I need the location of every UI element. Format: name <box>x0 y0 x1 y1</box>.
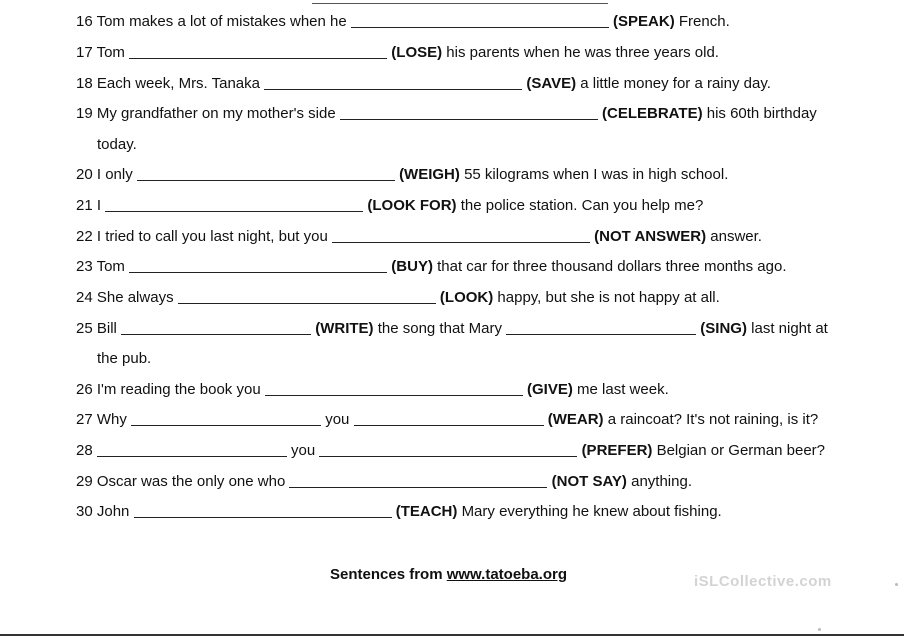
exercise-number: 23 <box>76 258 93 275</box>
answer-blank[interactable] <box>332 228 590 243</box>
exercise-text: last night at <box>751 320 828 337</box>
exercise-25 <box>76 320 828 338</box>
answer-blank[interactable] <box>351 13 609 28</box>
exercise-17 <box>76 44 719 62</box>
exercise-text: you <box>325 411 350 428</box>
exercise-number: 21 <box>76 197 93 214</box>
exercise-number: 16 <box>76 13 93 30</box>
answer-blank[interactable] <box>131 411 321 426</box>
answer-blank[interactable] <box>97 442 287 457</box>
exercise-text: me last week. <box>577 381 669 398</box>
exercise-21 <box>76 197 703 215</box>
exercise-text: Why <box>96 411 127 428</box>
answer-blank-2[interactable] <box>354 411 544 426</box>
exercise-text: French. <box>678 13 730 30</box>
exercise-number: 20 <box>76 166 93 183</box>
exercise-19-continuation <box>97 136 137 154</box>
exercise-text: the pub. <box>97 350 152 367</box>
exercise-text: My grandfather on my mother's side <box>96 105 336 122</box>
exercise-text: Bill <box>96 320 117 337</box>
exercise-text: today. <box>97 136 137 153</box>
exercise-30 <box>76 503 722 521</box>
verb-hint: (WEAR) <box>547 411 604 428</box>
exercise-number: 24 <box>76 289 93 306</box>
verb-hint: (LOSE) <box>391 44 443 61</box>
exercise-text: John <box>96 503 130 520</box>
exercise-text: his 60th birthday <box>706 105 817 122</box>
exercise-text: Belgian or German beer? <box>656 442 826 459</box>
answer-blank[interactable] <box>129 44 387 59</box>
answer-blank-2[interactable] <box>319 442 577 457</box>
exercise-text: She always <box>96 289 174 306</box>
exercise-number: 27 <box>76 411 93 428</box>
verb-hint: (BUY) <box>391 258 433 275</box>
exercise-number: 30 <box>76 503 93 520</box>
verb-hint: (SPEAK) <box>613 13 675 30</box>
verb-hint: (WRITE) <box>315 320 374 337</box>
answer-blank[interactable] <box>265 381 523 396</box>
exercise-number: 17 <box>76 44 93 61</box>
exercise-27 <box>76 411 818 429</box>
exercise-text: a raincoat? It's not raining, is it? <box>607 411 819 428</box>
exercise-29 <box>76 473 692 491</box>
scan-speck <box>818 628 821 631</box>
exercise-number: 18 <box>76 75 93 92</box>
exercise-text: I only <box>96 166 133 183</box>
source-link[interactable]: www.tatoeba.org <box>446 566 568 583</box>
exercise-text: his parents when he was three years old. <box>446 44 719 61</box>
exercise-text: I'm reading the book you <box>96 381 261 398</box>
watermark: iSLCollective.com <box>694 573 832 590</box>
exercise-text: you <box>291 442 316 459</box>
exercise-18 <box>76 75 771 93</box>
exercise-number: 26 <box>76 381 93 398</box>
answer-blank[interactable] <box>105 197 363 212</box>
verb-hint-2: (SING) <box>700 320 747 337</box>
exercise-24 <box>76 289 720 307</box>
answer-blank[interactable] <box>264 75 522 90</box>
answer-blank[interactable] <box>178 289 436 304</box>
exercise-text: Oscar was the only one who <box>96 473 286 490</box>
exercise-26 <box>76 381 669 399</box>
verb-hint: (PREFER) <box>581 442 653 459</box>
verb-hint: (NOT SAY) <box>551 473 627 490</box>
exercise-number: 25 <box>76 320 93 337</box>
exercise-23 <box>76 258 787 276</box>
exercise-16 <box>76 13 730 31</box>
scan-speck <box>895 583 898 586</box>
exercise-number: 28 <box>76 442 93 459</box>
exercise-number: 19 <box>76 105 93 122</box>
answer-blank[interactable] <box>340 105 598 120</box>
exercise-text: I <box>96 197 102 214</box>
exercise-text: Tom <box>96 44 125 61</box>
cut-off-blank-line <box>312 0 608 4</box>
exercise-text: happy, but she is not happy at all. <box>497 289 720 306</box>
exercise-20 <box>76 166 728 184</box>
exercise-25-continuation <box>97 350 151 368</box>
verb-hint: (LOOK) <box>439 289 494 306</box>
exercise-text: Tom <box>96 258 125 275</box>
verb-hint: (TEACH) <box>395 503 458 520</box>
verb-hint: (SAVE) <box>526 75 577 92</box>
verb-hint: (NOT ANSWER) <box>594 228 707 245</box>
source-credit <box>330 566 567 583</box>
exercise-text: answer. <box>710 228 762 245</box>
exercise-text: the song that Mary <box>377 320 502 337</box>
exercise-text: the police station. Can you help me? <box>460 197 704 214</box>
answer-blank[interactable] <box>134 503 392 518</box>
verb-hint: (GIVE) <box>527 381 573 398</box>
exercise-28 <box>76 442 825 460</box>
answer-blank[interactable] <box>121 320 311 335</box>
exercise-number: 22 <box>76 228 93 245</box>
exercise-number: 29 <box>76 473 93 490</box>
exercise-19 <box>76 105 817 123</box>
exercise-text: I tried to call you last night, but you <box>96 228 328 245</box>
answer-blank[interactable] <box>137 166 395 181</box>
exercise-text: a little money for a rainy day. <box>580 75 771 92</box>
source-prefix: Sentences from <box>330 566 443 583</box>
verb-hint: (WEIGH) <box>399 166 460 183</box>
exercise-text: anything. <box>631 473 692 490</box>
exercise-text: Tom makes a lot of mistakes when he <box>96 13 347 30</box>
exercise-text: that car for three thousand dollars three months ago. <box>437 258 787 275</box>
bottom-border <box>0 634 904 636</box>
exercise-text: 55 kilograms when I was in high school. <box>464 166 729 183</box>
verb-hint: (LOOK FOR) <box>367 197 457 214</box>
answer-blank[interactable] <box>129 258 387 273</box>
answer-blank-2[interactable] <box>506 320 696 335</box>
answer-blank[interactable] <box>289 473 547 488</box>
verb-hint: (CELEBRATE) <box>602 105 703 122</box>
exercise-22 <box>76 228 762 246</box>
exercise-text: Each week, Mrs. Tanaka <box>96 75 260 92</box>
exercise-text: Mary everything he knew about fishing. <box>461 503 722 520</box>
